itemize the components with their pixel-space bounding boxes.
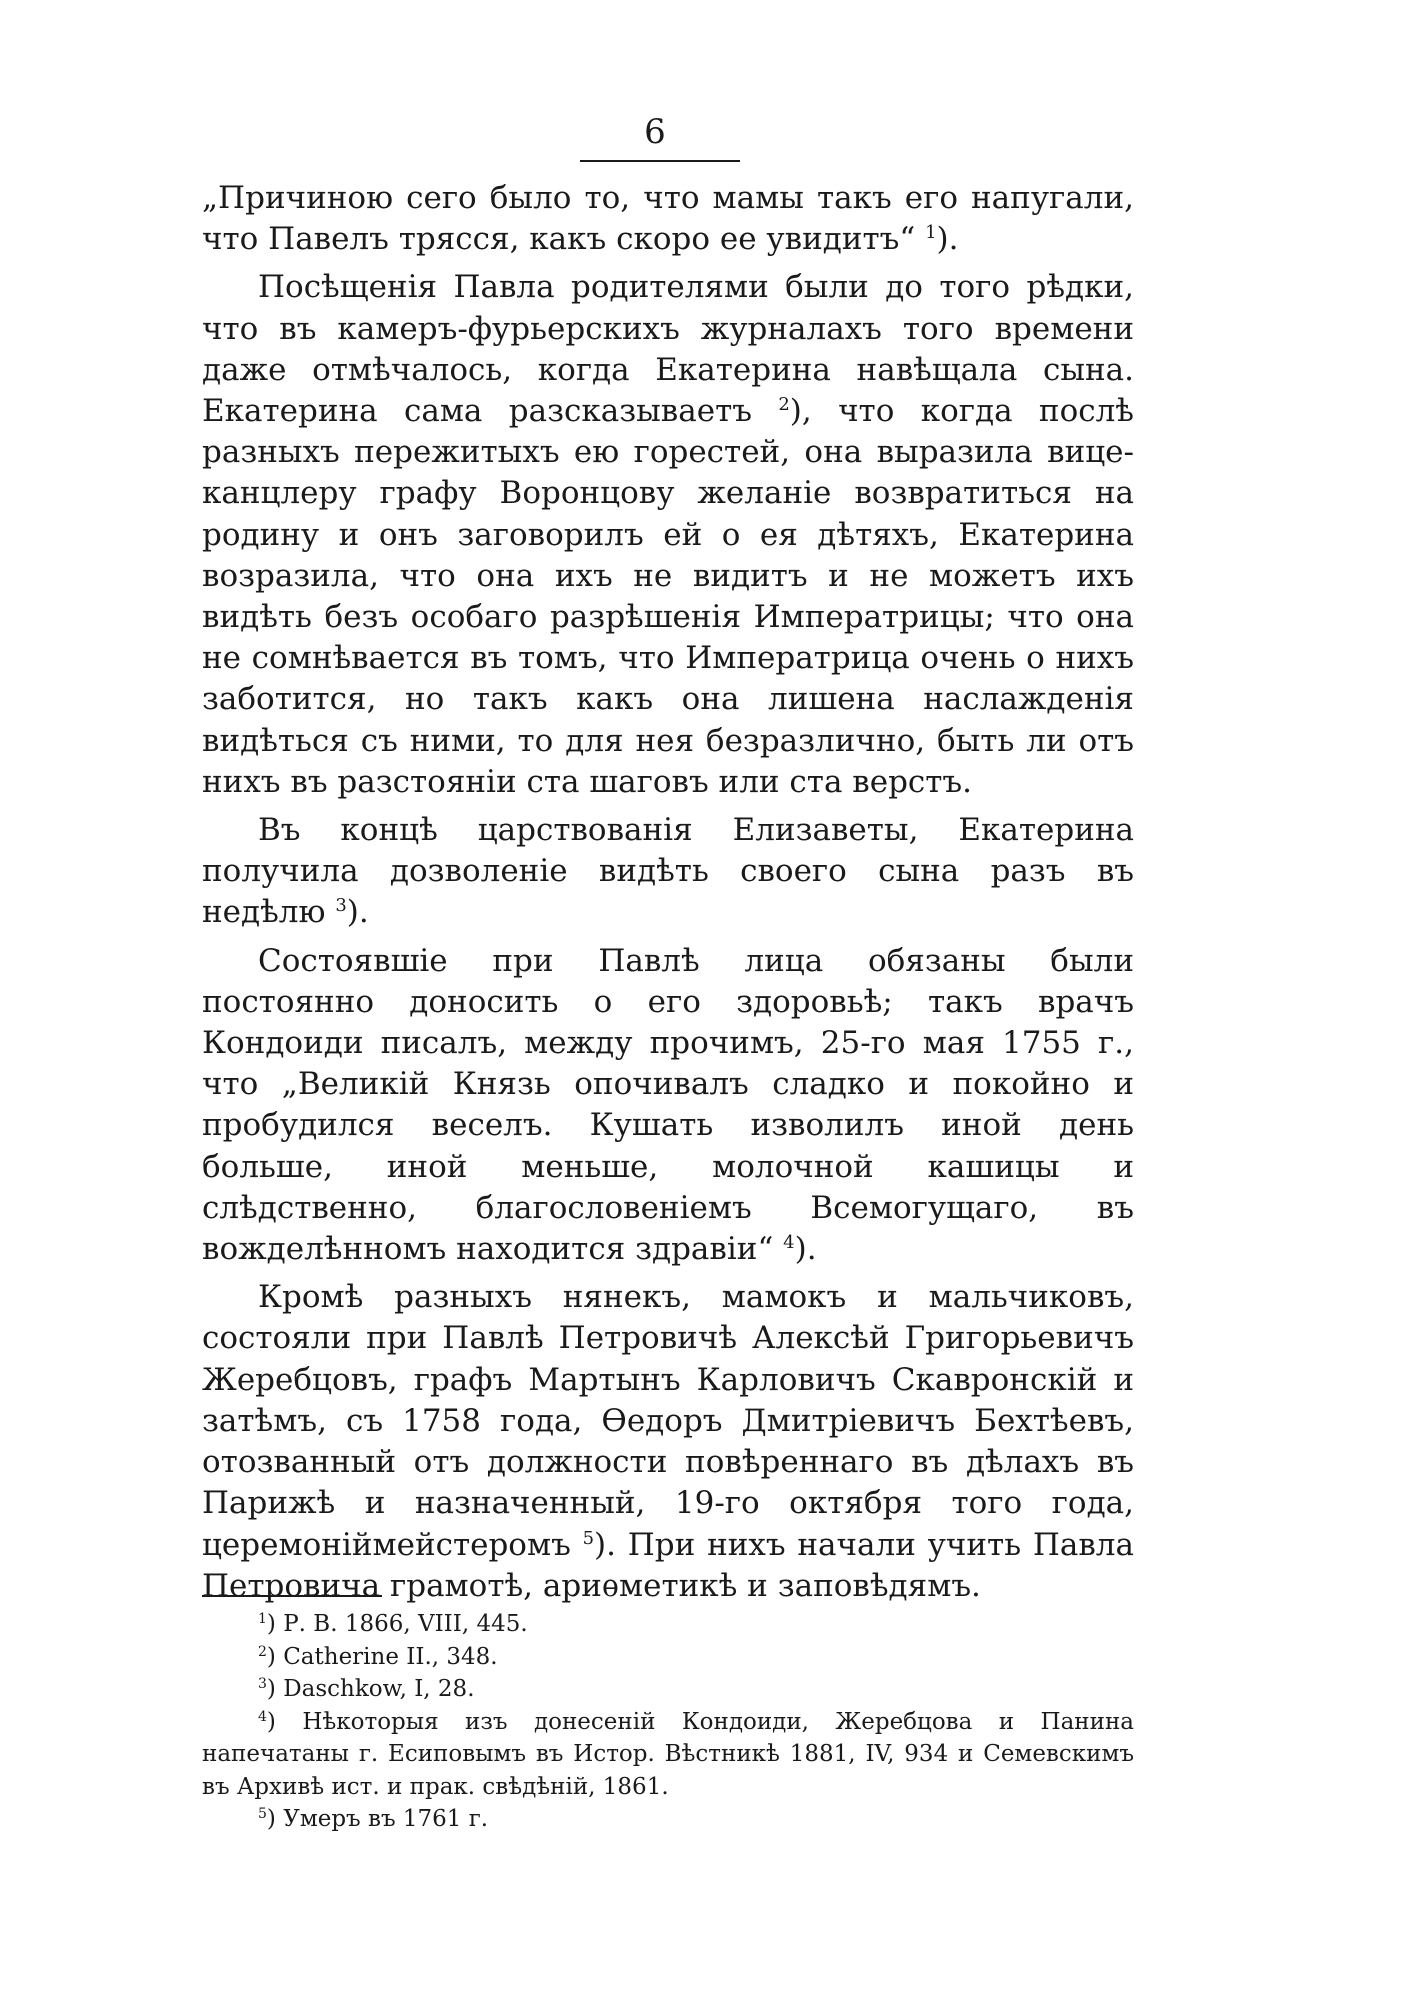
paragraph-text: ). [936,221,959,258]
paragraph [202,178,1134,260]
footnote-separator [202,1595,382,1597]
footnote [202,1673,1134,1706]
paragraph-text: Состоявшіе при Павлѣ лица обязаны были постоянно доносить о его здоровьѣ; такъ врачъ Кондоиди писалъ, между прочимъ, 25-го мая 1755 г., что „Великій Князь опочивалъ сладко и покойно и пробудился веселъ. Кушать изволилъ иной день больше, иной меньше, молочной кашицы и слѣдственно, благословеніемъ Всемогущаго, въ вожделѣнномъ находится здравіи“ [202,942,1134,1268]
paragraph [202,1277,1134,1607]
footnote-mark: 5 [258,1806,267,1822]
footnote-mark: 2 [258,1643,267,1660]
footnote-mark: 4 [258,1708,267,1725]
paragraph-text: ). [794,1231,817,1268]
footnote-mark: 1 [258,1611,267,1627]
footnote-reference: 5 [582,1527,595,1549]
footnote-text: ) Нѣкоторыя изъ донесеній Кондоиди, Жеребцова и Панина напечатаны г. Есиповымъ въ Истор. Вѣстникѣ 1881, IV, 934 и Семевскимъ въ Архивѣ ист. и прак. свѣдѣній, 1861. [202,1708,1134,1800]
footnote [202,1641,1134,1674]
paragraph [202,941,1134,1271]
paragraph-text: Кромѣ разныхъ нянекъ, мамокъ и мальчиковъ, состояли при Павлѣ Петровичѣ Алексѣй Григорьевичъ Жеребцовъ, графъ Мартынъ Карловичъ Скавронскій и затѣмъ, съ 1758 года, Ѳедоръ Дмитріевичъ Бехтѣевъ, отозванный отъ должности повѣреннаго въ дѣлахъ въ Парижѣ и назначенный, 19-го октября того года, церемоніймейстеромъ [202,1279,1134,1563]
paragraph-text: ). [346,894,369,931]
paragraph [202,267,1134,803]
footnote-text: ) Catherine II., 348. [266,1643,498,1670]
paragraph-text: „Причиною сего было то, что мамы такъ его напугали, что Павелъ трясся, какъ скоро ее увидитъ“ [202,180,1134,258]
footnote [202,1803,1134,1836]
paragraph-text: ). При нихъ начали учить Павла Петровича грамотѣ, ариѳметикѣ и заповѣдямъ. [202,1526,1134,1604]
body-text [202,178,1134,1614]
footnote [202,1608,1134,1641]
footnote-reference: 4 [783,1232,795,1254]
paragraph-text: Въ концѣ царствованія Елизаветы, Екатерина получила дозволеніе видѣть своего сына разъ въ недѣлю [202,812,1134,931]
footnote-mark: 3 [258,1676,267,1692]
page-number-rule [580,160,740,162]
footnotes [202,1608,1134,1836]
footnote-text: ) Умеръ въ 1761 г. [266,1806,489,1832]
paragraph-text: Посѣщенія Павла родителями были до того рѣдки, что въ камеръ-фурьерскихъ журналахъ того времени даже отмѣчалось, когда Екатерина навѣщала сына. Екатерина сама разсказываетъ [202,269,1134,430]
paragraph [202,810,1134,934]
footnote-reference: 1 [925,222,937,244]
footnote-reference: 2 [778,394,790,416]
page-number: 6 [644,112,666,152]
footnote-text: ) Р. В. 1866, VIII, 445. [266,1611,528,1637]
footnote-reference: 3 [335,895,347,917]
footnote [202,1706,1134,1804]
paragraph-text: ), что когда послѣ разныхъ пережитыхъ ею горестей, она выразила вице-канцлеру графу Воронцову желаніе возвратиться на родину и онъ заговорилъ ей о ея дѣтяхъ, Екатерина возразила, что она ихъ не видитъ и не можетъ ихъ видѣть безъ особаго разрѣшенія Императрицы; что она не сомнѣвается въ томъ, что Императрица очень о нихъ заботится, но такъ какъ она лишена наслажденія видѣться съ ними, то для нея безразлично, быть ли отъ нихъ въ разстояніи ста шаговъ или ста верстъ. [202,393,1134,800]
footnote-text: ) Daschkow, I, 28. [266,1676,475,1702]
